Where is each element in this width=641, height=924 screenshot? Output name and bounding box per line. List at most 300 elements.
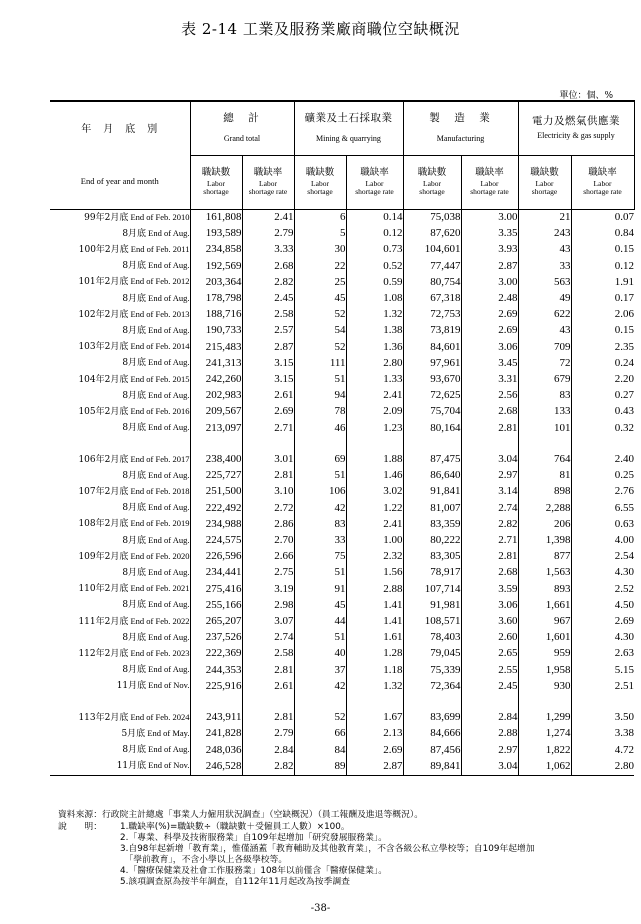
table-cell: 2.76	[571, 484, 634, 500]
table-cell: 1,563	[518, 565, 571, 581]
table-cell: 80,164	[403, 420, 461, 436]
table-cell: 234,441	[190, 565, 242, 581]
table-cell: 563	[518, 274, 571, 290]
table-cell: 2.06	[571, 307, 634, 323]
table-cell: 1,958	[518, 662, 571, 678]
table-cell: 3.04	[461, 452, 518, 468]
table-cell: 80,754	[403, 274, 461, 290]
table-cell: 97,961	[403, 355, 461, 371]
table-cell: 2.69	[461, 323, 518, 339]
table-cell: 87,456	[403, 742, 461, 758]
table-cell: 161,808	[190, 209, 242, 226]
row-label	[50, 597, 190, 613]
table-cell: 2.82	[461, 516, 518, 532]
table-cell: 1.38	[346, 323, 403, 339]
table-cell: 21	[518, 209, 571, 226]
table-cell: 255,166	[190, 597, 242, 613]
table-cell: 72,625	[403, 388, 461, 404]
table-cell: 49	[518, 291, 571, 307]
table-cell: 78	[294, 404, 346, 420]
table-cell: 193,589	[190, 226, 242, 242]
table-cell: 224,575	[190, 533, 242, 549]
table-cell: 81	[518, 468, 571, 484]
row-label-cn: 8月底	[122, 390, 147, 401]
table-cell: 3.93	[461, 242, 518, 258]
table-cell: 1.41	[346, 597, 403, 613]
table-cell: 83,305	[403, 549, 461, 565]
row-label	[50, 323, 190, 339]
table-row	[50, 242, 634, 258]
row-label-en: End of Feb. 2019	[130, 518, 190, 529]
subheader-shortage: 職缺數 Labor shortage	[518, 155, 571, 209]
table-cell: 101	[518, 420, 571, 436]
subheader-rate: 職缺率 Labor shortage rate	[571, 155, 634, 209]
subheader-shortage: 職缺數 Labor shortage	[190, 155, 242, 209]
table-cell: 3.15	[242, 355, 294, 371]
table-cell: 2.81	[242, 710, 294, 726]
table-cell: 78,403	[403, 630, 461, 646]
table-cell: 2.55	[461, 662, 518, 678]
row-label-en: End of Nov.	[148, 680, 190, 691]
table-cell: 79,045	[403, 646, 461, 662]
table-cell: 75,704	[403, 404, 461, 420]
table-cell: 2.52	[571, 581, 634, 597]
row-label	[50, 549, 190, 565]
table-cell: 3.38	[571, 726, 634, 742]
table-cell: 246,528	[190, 758, 242, 775]
table-cell: 241,828	[190, 726, 242, 742]
table-cell: 2.45	[461, 678, 518, 694]
row-label-cn: 8月底	[122, 567, 147, 578]
subheader-rate: 職缺率 Labor shortage rate	[461, 155, 518, 209]
table-cell: 237,526	[190, 630, 242, 646]
spacer-row	[50, 695, 634, 710]
table-cell: 0.07	[571, 209, 634, 226]
table-cell: 1.08	[346, 291, 403, 307]
table-cell: 84,666	[403, 726, 461, 742]
row-label	[50, 404, 190, 420]
table-cell: 2.58	[242, 646, 294, 662]
table-cell: 3.06	[461, 339, 518, 355]
table-row	[50, 500, 634, 516]
row-label-cn: 100年2月底	[78, 244, 129, 255]
table-cell: 2.81	[242, 468, 294, 484]
table-cell: 0.24	[571, 355, 634, 371]
row-label-en: End of Feb. 2015	[130, 373, 190, 384]
table-cell: 234,988	[190, 516, 242, 532]
row-label	[50, 242, 190, 258]
notes-list	[120, 822, 535, 888]
table-cell: 51	[294, 630, 346, 646]
note-item: 2.「專業、科學及技術服務業」自109年起增加「研究發展服務業」。	[120, 833, 388, 843]
table-cell: 2.68	[461, 404, 518, 420]
table-row	[50, 630, 634, 646]
table-cell: 51	[294, 565, 346, 581]
table-cell: 84	[294, 742, 346, 758]
row-label-en: End of Aug.	[148, 744, 190, 755]
subheader-rate: 職缺率 Labor shortage rate	[242, 155, 294, 209]
row-label-en: End of Feb. 2023	[130, 647, 190, 658]
page-title: 表 2-14 工業及服務業廠商職位空缺概況	[181, 20, 460, 38]
table-cell: 1.46	[346, 468, 403, 484]
table-cell: 4.30	[571, 565, 634, 581]
table-cell: 51	[294, 468, 346, 484]
table-cell: 5	[294, 226, 346, 242]
table-row	[50, 468, 634, 484]
table-cell: 107,714	[403, 581, 461, 597]
table-cell: 2.70	[242, 533, 294, 549]
table-cell: 3.01	[242, 452, 294, 468]
row-label-cn: 5月底	[121, 728, 146, 739]
table-cell: 213,097	[190, 420, 242, 436]
row-label-cn: 8月底	[122, 535, 147, 546]
table-row	[50, 516, 634, 532]
table-row	[50, 662, 634, 678]
table-cell: 73,819	[403, 323, 461, 339]
table-row	[50, 209, 634, 226]
table-cell: 1.36	[346, 339, 403, 355]
table-cell: 0.14	[346, 209, 403, 226]
table-cell: 83,359	[403, 516, 461, 532]
table-cell: 72	[518, 355, 571, 371]
table-cell: 2.82	[242, 758, 294, 775]
table-cell: 108,571	[403, 614, 461, 630]
table-cell: 2.84	[242, 742, 294, 758]
table-row	[50, 388, 634, 404]
row-label-en: End of Feb. 2021	[130, 583, 190, 594]
table-row	[50, 323, 634, 339]
row-label-en: End of Feb. 2020	[130, 550, 190, 561]
table-cell: 764	[518, 452, 571, 468]
table-cell: 2.57	[242, 323, 294, 339]
table-cell: 3.50	[571, 710, 634, 726]
table-cell: 242,260	[190, 372, 242, 388]
row-label	[50, 258, 190, 274]
table-cell: 83	[294, 516, 346, 532]
row-label-cn: 105年2月底	[78, 406, 129, 417]
table-cell: 6	[294, 209, 346, 226]
table-cell: 52	[294, 710, 346, 726]
row-label-cn: 8月底	[122, 600, 147, 611]
row-label	[50, 500, 190, 516]
table-cell: 87,475	[403, 452, 461, 468]
table-row	[50, 758, 634, 775]
table-cell: 83	[518, 388, 571, 404]
table-cell: 2.71	[461, 533, 518, 549]
table-cell: 244,353	[190, 662, 242, 678]
row-label-en: End of Feb. 2010	[130, 211, 190, 222]
table-cell: 215,483	[190, 339, 242, 355]
table-cell: 2.54	[571, 549, 634, 565]
table-cell: 1,274	[518, 726, 571, 742]
table-cell: 111	[294, 355, 346, 371]
table-cell: 2.81	[461, 549, 518, 565]
row-label	[50, 646, 190, 662]
table-cell: 51	[294, 372, 346, 388]
row-label-en: End of Feb. 2017	[130, 453, 190, 464]
table-cell: 106	[294, 484, 346, 500]
table-cell: 75	[294, 549, 346, 565]
table-cell: 679	[518, 372, 571, 388]
subheader-rate: 職缺率 Labor shortage rate	[346, 155, 403, 209]
row-label-en: End of Feb. 2014	[130, 341, 190, 352]
table-cell: 2.82	[242, 274, 294, 290]
table-cell: 622	[518, 307, 571, 323]
row-label-cn: 8月底	[122, 665, 147, 676]
table-cell: 2.61	[242, 678, 294, 694]
table-cell: 3.31	[461, 372, 518, 388]
table-cell: 1.22	[346, 500, 403, 516]
table-row	[50, 452, 634, 468]
row-label-en: End of Feb. 2013	[130, 308, 190, 319]
unit-label: 單位：個、%	[559, 91, 613, 101]
row-label	[50, 726, 190, 742]
table-cell: 2.69	[571, 614, 634, 630]
row-label-en: End of Feb. 2011	[130, 243, 190, 254]
table-cell: 1.88	[346, 452, 403, 468]
table-cell: 2.41	[242, 209, 294, 226]
table-cell: 222,369	[190, 646, 242, 662]
table-cell: 1.28	[346, 646, 403, 662]
table-row	[50, 307, 634, 323]
row-label-en: End of Feb. 2016	[130, 405, 190, 416]
row-label	[50, 307, 190, 323]
row-label	[50, 614, 190, 630]
row-label-cn: 111年2月底	[78, 616, 129, 627]
row-label	[50, 662, 190, 678]
table-cell: 1.00	[346, 533, 403, 549]
table-cell: 81,007	[403, 500, 461, 516]
table-cell: 2.80	[346, 355, 403, 371]
row-label-cn: 109年2月底	[78, 551, 129, 562]
table-cell: 1,822	[518, 742, 571, 758]
table-cell: 2.68	[461, 565, 518, 581]
table-cell: 0.32	[571, 420, 634, 436]
table-cell: 2.41	[346, 388, 403, 404]
table-cell: 3.19	[242, 581, 294, 597]
notes	[58, 810, 628, 888]
table-cell: 241,313	[190, 355, 242, 371]
table-cell: 178,798	[190, 291, 242, 307]
table-cell: 1,661	[518, 597, 571, 613]
table-cell: 3.14	[461, 484, 518, 500]
table-cell: 2.69	[346, 742, 403, 758]
table-cell: 2,288	[518, 500, 571, 516]
table-cell: 43	[518, 242, 571, 258]
notes-label: 說 明：	[58, 822, 102, 832]
table-cell: 94	[294, 388, 346, 404]
table-cell: 2.97	[461, 742, 518, 758]
table-cell: 69	[294, 452, 346, 468]
table-cell: 2.09	[346, 404, 403, 420]
row-label	[50, 274, 190, 290]
table-cell: 2.87	[346, 758, 403, 775]
table-cell: 75,339	[403, 662, 461, 678]
table-cell: 78,917	[403, 565, 461, 581]
row-label-cn: 113年2月底	[78, 712, 129, 723]
row-label-cn: 99年2月底	[84, 212, 129, 223]
note-item: 5.該項調查原為按半年調查，自112年11月起改為按季調查	[120, 877, 350, 887]
table-cell: 2.69	[461, 307, 518, 323]
row-label	[50, 468, 190, 484]
row-label	[50, 339, 190, 355]
table-cell: 3.07	[242, 614, 294, 630]
source-note: 資料來源：行政院主計總處「事業人力僱用狀況調查」（空缺概況）（員工報酬及進退等概況）。	[58, 810, 424, 820]
table-cell: 225,916	[190, 678, 242, 694]
table-cell: 243	[518, 226, 571, 242]
row-label	[50, 533, 190, 549]
table-cell: 44	[294, 614, 346, 630]
table-cell: 2.79	[242, 226, 294, 242]
table-cell: 2.41	[346, 516, 403, 532]
row-label-en: End of Aug.	[148, 631, 190, 642]
table-cell: 5.15	[571, 662, 634, 678]
table-cell: 2.75	[242, 565, 294, 581]
table-cell: 1.23	[346, 420, 403, 436]
table-cell: 2.74	[461, 500, 518, 516]
table-cell: 42	[294, 500, 346, 516]
table-cell: 93,670	[403, 372, 461, 388]
table-cell: 2.58	[242, 307, 294, 323]
row-label-cn: 8月底	[122, 228, 147, 239]
row-label-cn: 104年2月底	[78, 374, 129, 385]
table-cell: 42	[294, 678, 346, 694]
period-header: 年 月 底 別 End of year and month	[50, 101, 190, 209]
table-cell: 188,716	[190, 307, 242, 323]
table-row	[50, 726, 634, 742]
table-cell: 3.04	[461, 758, 518, 775]
table-cell: 0.59	[346, 274, 403, 290]
row-label-en: End of Feb. 2012	[130, 276, 190, 287]
table-cell: 1.41	[346, 614, 403, 630]
table-cell: 1.61	[346, 630, 403, 646]
table-cell: 2.35	[571, 339, 634, 355]
row-label	[50, 420, 190, 436]
table-cell: 6.55	[571, 500, 634, 516]
row-label-en: End of May.	[147, 727, 190, 738]
row-label-cn: 103年2月底	[78, 342, 129, 353]
table-cell: 75,038	[403, 209, 461, 226]
table-cell: 3.15	[242, 372, 294, 388]
table-cell: 22	[294, 258, 346, 274]
table-cell: 2.87	[242, 339, 294, 355]
row-label	[50, 516, 190, 532]
table-cell: 2.20	[571, 372, 634, 388]
data-table	[50, 100, 635, 776]
table-cell: 1,601	[518, 630, 571, 646]
table-cell: 0.25	[571, 468, 634, 484]
table-cell: 3.00	[461, 209, 518, 226]
table-cell: 3.10	[242, 484, 294, 500]
table-cell: 2.81	[461, 420, 518, 436]
table-cell: 3.33	[242, 242, 294, 258]
group-header-mining: 礦業及土石採取業 Mining & quarrying	[294, 101, 403, 155]
page-number: -38-	[310, 903, 331, 914]
table-row	[50, 678, 634, 694]
row-label-cn: 110年2月底	[78, 584, 129, 595]
table-cell: 72,364	[403, 678, 461, 694]
table-cell: 3.45	[461, 355, 518, 371]
table-cell: 4.30	[571, 630, 634, 646]
row-label-cn: 11月底	[116, 761, 147, 772]
row-label	[50, 484, 190, 500]
table-cell: 2.79	[242, 726, 294, 742]
row-label	[50, 452, 190, 468]
table-cell: 248,036	[190, 742, 242, 758]
table-cell: 3.02	[346, 484, 403, 500]
table-row	[50, 614, 634, 630]
table-cell: 91,981	[403, 597, 461, 613]
table-row	[50, 274, 634, 290]
table-cell: 243,911	[190, 710, 242, 726]
spacer-row	[50, 436, 634, 451]
table-cell: 67,318	[403, 291, 461, 307]
group-header-manufacturing: 製 造 業 Manufacturing	[403, 101, 518, 155]
row-label	[50, 372, 190, 388]
table-cell: 2.51	[571, 678, 634, 694]
table-cell: 2.68	[242, 258, 294, 274]
row-label-en: End of Aug.	[148, 227, 190, 238]
row-label-cn: 8月底	[122, 325, 147, 336]
table-cell: 89	[294, 758, 346, 775]
table-cell: 192,569	[190, 258, 242, 274]
row-label-cn: 8月底	[122, 293, 147, 304]
row-label-cn: 8月底	[122, 423, 147, 434]
row-label-en: End of Feb. 2018	[130, 485, 190, 496]
row-label	[50, 565, 190, 581]
row-label-cn: 8月底	[122, 470, 147, 481]
table-row	[50, 291, 634, 307]
table-cell: 72,753	[403, 307, 461, 323]
table-cell: 0.84	[571, 226, 634, 242]
table-cell: 2.84	[461, 710, 518, 726]
table-row	[50, 597, 634, 613]
table-row	[50, 581, 634, 597]
row-label-en: End of Aug.	[148, 422, 190, 433]
row-label-en: End of Aug.	[148, 502, 190, 513]
row-label	[50, 710, 190, 726]
table-cell: 203,364	[190, 274, 242, 290]
table-cell: 1.18	[346, 662, 403, 678]
table-row	[50, 404, 634, 420]
table-cell: 45	[294, 597, 346, 613]
table-row	[50, 742, 634, 758]
table-cell: 265,207	[190, 614, 242, 630]
table-cell: 0.15	[571, 323, 634, 339]
table-cell: 3.60	[461, 614, 518, 630]
subheader-shortage: 職缺數 Labor shortage	[294, 155, 346, 209]
table-cell: 2.74	[242, 630, 294, 646]
table-row	[50, 226, 634, 242]
table-cell: 3.35	[461, 226, 518, 242]
table-cell: 967	[518, 614, 571, 630]
row-label	[50, 630, 190, 646]
table-row	[50, 355, 634, 371]
table-cell: 2.63	[571, 646, 634, 662]
row-label-cn: 8月底	[122, 632, 147, 643]
row-label-en: End of Aug.	[148, 469, 190, 480]
table-cell: 251,500	[190, 484, 242, 500]
table-row	[50, 258, 634, 274]
table-cell: 1.67	[346, 710, 403, 726]
table-cell: 1,398	[518, 533, 571, 549]
table-cell: 46	[294, 420, 346, 436]
table-cell: 226,596	[190, 549, 242, 565]
subheader-shortage: 職缺數 Labor shortage	[403, 155, 461, 209]
table-cell: 2.61	[242, 388, 294, 404]
table-cell: 1.32	[346, 678, 403, 694]
table-cell: 52	[294, 339, 346, 355]
